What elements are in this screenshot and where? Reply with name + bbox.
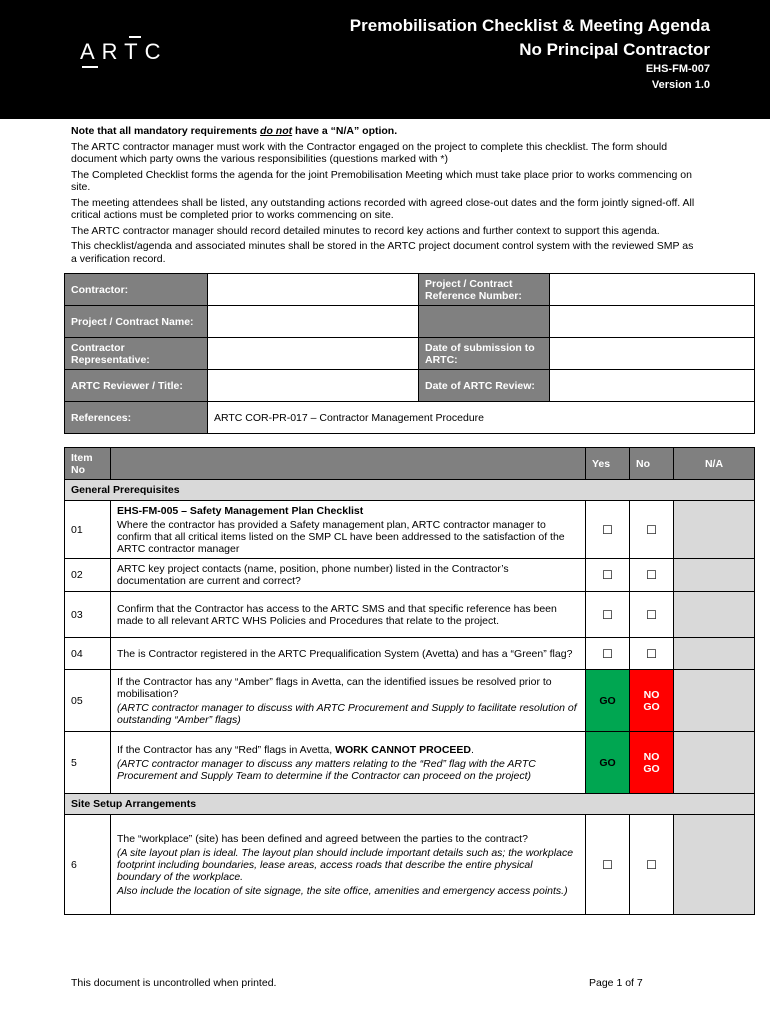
- field-project-ref[interactable]: [550, 274, 755, 306]
- na-cell: [674, 559, 755, 592]
- yes-checkbox[interactable]: ☐: [586, 592, 630, 638]
- blank-gray-cell: [419, 306, 550, 338]
- field-project-name[interactable]: [208, 306, 419, 338]
- intro-paragraph-4: The ARTC contractor manager should record detailed minutes to record key actions and further context to support this agenda.: [71, 224, 660, 237]
- table-row: [65, 815, 755, 915]
- table-row: [65, 501, 755, 559]
- header-question: [111, 448, 586, 480]
- na-cell: [674, 638, 755, 670]
- label-date-review: Date of ARTC Review:: [419, 370, 550, 402]
- row-number: 6: [65, 815, 111, 915]
- section-site-setup: Site Setup Arrangements: [65, 794, 755, 815]
- intro-paragraph-2: The Completed Checklist forms the agenda for the joint Premobilisation Meeting which must take place prior to works commencing on site.: [71, 168, 692, 193]
- go-status[interactable]: GO: [586, 732, 630, 794]
- na-cell: [674, 732, 755, 794]
- row-text: If the Contractor has any “Amber” flags in Avetta, can the identified issues be resolved prior to mobilisation?: [117, 675, 552, 700]
- yes-checkbox[interactable]: ☐: [586, 815, 630, 915]
- row-note: (ARTC contractor manager to discuss any matters relating to the “Red” flag with the ARTC Procurement and Supply Team to determine if the Contractor can proceed on the project): [117, 757, 536, 782]
- row-text: Confirm that the Contractor has access to the ARTC SMS and that specific reference has been made to all relevant ARTC WHS Policies and Procedures that relate to the project.: [117, 602, 557, 627]
- row-number: 02: [65, 559, 111, 592]
- label-contractor-rep: Contractor Representative:: [65, 338, 208, 370]
- table-row: [65, 592, 755, 638]
- field-date-review[interactable]: [550, 370, 755, 402]
- row-note: (A site layout plan is ideal. The layout plan should include important details such as; the workplace footprint including boundaries, lease areas, access roads that describe the entire physical boundary of the workplace.: [117, 846, 574, 883]
- row-text: [117, 744, 579, 756]
- na-cell: [674, 501, 755, 559]
- row-number: 04: [65, 638, 111, 670]
- row-note: Also include the location of site signage, the site office, amenities and emergency access points.): [117, 884, 568, 897]
- intro-paragraph-3: The meeting attendees shall be listed, any outstanding actions recorded with agreed close-out dates and the form jointly signed-off. All critical actions must be completed prior to works commencing on site.: [71, 196, 695, 221]
- row-number: 05: [65, 670, 111, 732]
- na-cell: [674, 592, 755, 638]
- row-number: 01: [65, 501, 111, 559]
- row-number: 03: [65, 592, 111, 638]
- row-question: [111, 670, 586, 732]
- row-question: [111, 559, 586, 592]
- no-checkbox[interactable]: ☐: [630, 815, 674, 915]
- yes-checkbox[interactable]: ☐: [586, 501, 630, 559]
- row-question: [111, 501, 586, 559]
- nogo-status[interactable]: NO GO: [630, 670, 674, 732]
- footer-page-number: Page 1 of 7: [589, 977, 643, 989]
- header-no: No: [630, 448, 674, 480]
- artc-logo: ARTC: [80, 39, 168, 64]
- title-line-2: No Principal Contractor: [519, 40, 710, 59]
- field-references: ARTC COR-PR-017 – Contractor Management Procedure: [208, 402, 755, 434]
- row-text-bold: WORK CANNOT PROCEED: [335, 743, 472, 756]
- intro-paragraph-5: This checklist/agenda and associated minutes shall be stored in the ARTC project document control system with the reviewed SMP as a verification record.: [71, 240, 694, 265]
- row-text-prefix: If the Contractor has any “Red” flags in Avetta,: [117, 743, 336, 756]
- label-project-name: Project / Contract Name:: [65, 306, 208, 338]
- row-text: The is Contractor registered in the ARTC Prequalification System (Avetta) and has a “Green” flag?: [117, 647, 573, 660]
- row-text: The “workplace” (site) has been defined and agreed between the parties to the contract?: [117, 832, 528, 845]
- note-prefix: Note that all mandatory requirements: [71, 125, 261, 137]
- table-row: [65, 732, 755, 794]
- label-reviewer: ARTC Reviewer / Title:: [65, 370, 208, 402]
- document-code-block: [646, 61, 710, 93]
- page-header: [0, 0, 770, 119]
- row-text: ARTC key project contacts (name, position, phone number) listed in the Contractor’s documentation are current and correct?: [117, 563, 509, 587]
- go-status[interactable]: GO: [586, 670, 630, 732]
- document-title: [350, 14, 710, 62]
- table-row: [65, 670, 755, 732]
- row-question: [111, 732, 586, 794]
- label-references: References:: [65, 402, 208, 434]
- row-title: EHS-FM-005 – Safety Management Plan Checklist: [117, 504, 364, 517]
- header-yes: Yes: [586, 448, 630, 480]
- na-cell: [674, 815, 755, 915]
- field-date-submission[interactable]: [550, 338, 755, 370]
- blank-cell: [550, 306, 755, 338]
- row-question: [111, 638, 586, 670]
- label-project-ref: Project / Contract Reference Number:: [419, 274, 550, 306]
- na-cell: [674, 670, 755, 732]
- row-number: 5: [65, 732, 111, 794]
- nogo-status[interactable]: NO GO: [630, 732, 674, 794]
- row-question: [111, 592, 586, 638]
- checklist-table: [64, 447, 755, 915]
- field-contractor-rep[interactable]: [208, 338, 419, 370]
- no-checkbox[interactable]: ☐: [630, 501, 674, 559]
- header-item-no: Item No: [65, 448, 111, 480]
- no-checkbox[interactable]: ☐: [630, 592, 674, 638]
- row-text: Where the contractor has provided a Safety management plan, ARTC contractor manager to confirm that all critical items listed on the SMP CL have been addressed to the satisfaction of the ARTC contractor manager: [117, 518, 565, 555]
- title-line-1: Premobilisation Checklist & Meeting Agenda: [349, 16, 710, 35]
- note-suffix: have a “N/A” option.: [292, 125, 398, 137]
- row-question: [111, 815, 586, 915]
- row-text-suffix: .: [471, 743, 474, 756]
- intro-section: [71, 125, 701, 268]
- footer-disclaimer: This document is uncontrolled when printed.: [71, 977, 277, 989]
- project-info-table: [64, 273, 755, 434]
- header-na: N/A: [674, 448, 755, 480]
- section-general-prerequisites: General Prerequisites: [65, 480, 755, 501]
- table-row: [65, 559, 755, 592]
- field-reviewer[interactable]: [208, 370, 419, 402]
- row-note: (ARTC contractor manager to discuss with ARTC Procurement and Supply to facilitate resolution of outstanding “Amber” flags): [117, 701, 577, 726]
- field-contractor[interactable]: [208, 274, 419, 306]
- logo-underline: [82, 66, 98, 68]
- document-version: Version 1.0: [651, 79, 710, 91]
- note-emphasis: do not: [260, 125, 293, 137]
- table-row: [65, 638, 755, 670]
- logo-accent-bar: [129, 36, 141, 38]
- no-checkbox[interactable]: ☐: [630, 638, 674, 670]
- mandatory-note: [71, 125, 701, 138]
- intro-paragraph-1: The ARTC contractor manager must work with the Contractor engaged on the project to complete this checklist. The form should document which party owns the various responsibilities (questions marked with *): [71, 140, 668, 165]
- label-contractor: Contractor:: [65, 274, 208, 306]
- label-date-submission: Date of submission to ARTC:: [419, 338, 550, 370]
- yes-checkbox[interactable]: ☐: [586, 559, 630, 592]
- yes-checkbox[interactable]: ☐: [586, 638, 630, 670]
- no-checkbox[interactable]: ☐: [630, 559, 674, 592]
- document-code: EHS-FM-007: [645, 63, 710, 75]
